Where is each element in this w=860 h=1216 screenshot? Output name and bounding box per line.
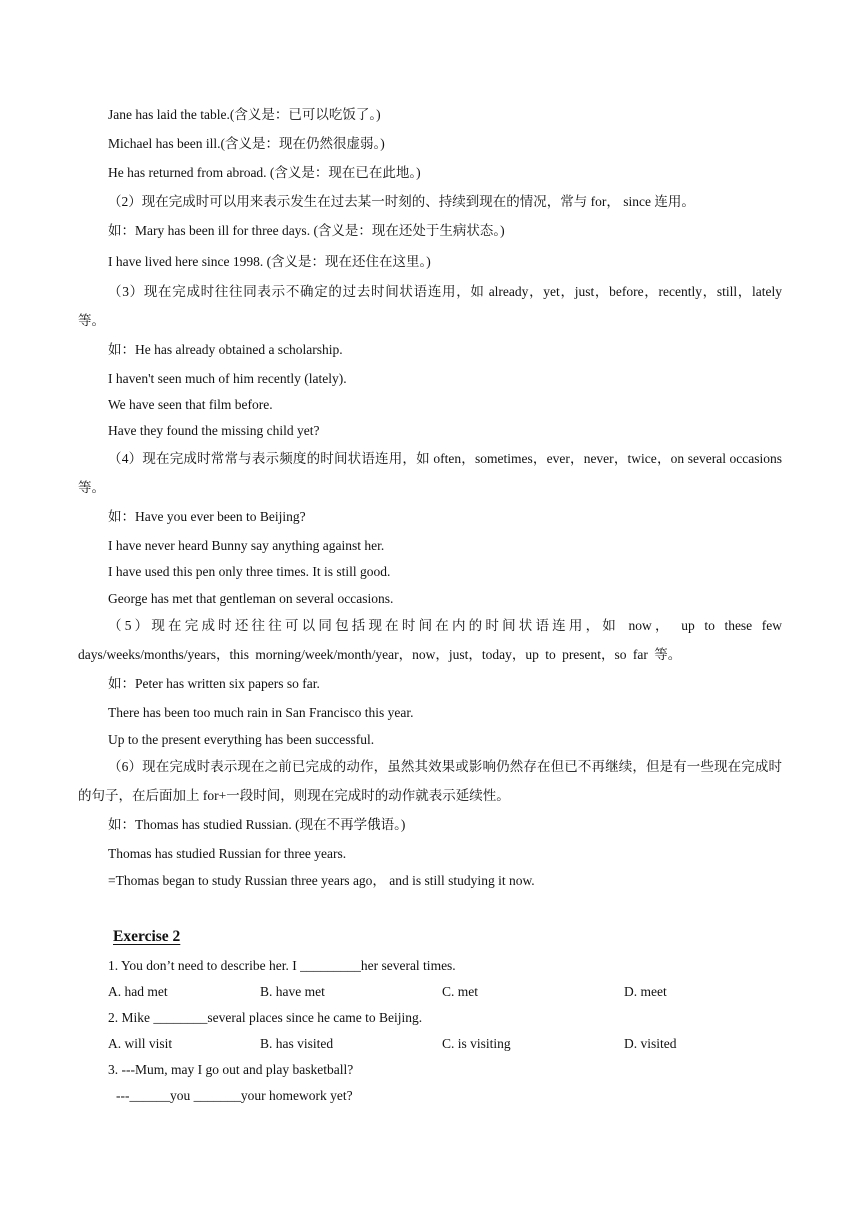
text-line: We have seen that film before. [108,397,273,412]
exercise-heading: Exercise 2 [113,928,181,945]
text-line: Jane has laid the table.(含义是：已可以吃饭了。) [108,107,381,122]
question-3-response: ---______you _______your homework yet? [116,1088,353,1103]
text-line: 如：Mary has been ill for three days. (含义是：现在还处于生病状态。) [108,223,505,238]
text-line: Michael has been ill.(含义是：现在仍然很虚弱。) [108,136,385,151]
q2-option-b: B. has visited [260,1036,334,1051]
text-line: I have never heard Bunny say anything against her. [108,538,385,553]
paragraph: （3）现在完成时往往同表示不确定的过去时间状语连用，如 already，yet，just，before，recently，still，lately 等。 [78,284,782,328]
text-line: 如：Have you ever been to Beijing? [108,509,306,524]
text-line: =Thomas began to study Russian three years ago， and is still studying it now. [108,873,535,888]
text-line: There has been too much rain in San Francisco this year. [108,705,414,720]
text-line: I haven't seen much of him recently (lately). [108,371,347,386]
text-line: I have lived here since 1998. (含义是：现在还住在这里。) [108,254,431,269]
text-line: Thomas has studied Russian for three years. [108,846,347,861]
text-line: 如：Peter has written six papers so far. [108,676,320,691]
q1-option-c: C. met [442,984,478,999]
question-2: 2. Mike ________several places since he came to Beijing. [108,1010,423,1025]
q1-option-b: B. have met [260,984,325,999]
text-line: George has met that gentleman on several occasions. [108,591,394,606]
paragraph: （6）现在完成时表示现在之前已完成的动作，虽然其效果或影响仍然存在但已不再继续，但是有一些现在完成时的句子，在后面加上 for+一段时间，则现在完成时的动作就表示延续性。 [78,759,782,803]
q2-option-a: A. will visit [108,1036,173,1051]
text-line: 如：He has already obtained a scholarship. [108,342,343,357]
text-line: I have used this pen only three times. It is still good. [108,564,391,579]
paragraph: （4）现在完成时常常与表示频度的时间状语连用，如 often，sometimes，ever，never，twice，on several occasions 等。 [78,451,782,495]
q1-option-d: D. meet [624,984,667,999]
text-line: Up to the present everything has been successful. [108,732,375,747]
text-line: Have they found the missing child yet? [108,423,320,438]
q1-option-a: A. had met [108,984,168,999]
question-3: 3. ---Mum, may I go out and play basketball? [108,1062,354,1077]
text-line: 如：Thomas has studied Russian. (现在不再学俄语。) [108,817,406,832]
q2-option-d: D. visited [624,1036,677,1051]
paragraph: （5）现在完成时还往往可以同包括现在时间在内的时间状语连用，如 now， up to these few days/weeks/months/years，this morning/week/month/year，now，just，today，up to present，so far 等。 [78,618,782,662]
q2-option-c: C. is visiting [442,1036,511,1051]
text-line: （2）现在完成时可以用来表示发生在过去某一时刻的、持续到现在的情况，常与 for， since 连用。 [108,194,695,209]
question-1: 1. You don’t need to describe her. I _________her several times. [108,958,456,973]
text-line: He has returned from abroad. (含义是：现在已在此地。) [108,165,421,180]
